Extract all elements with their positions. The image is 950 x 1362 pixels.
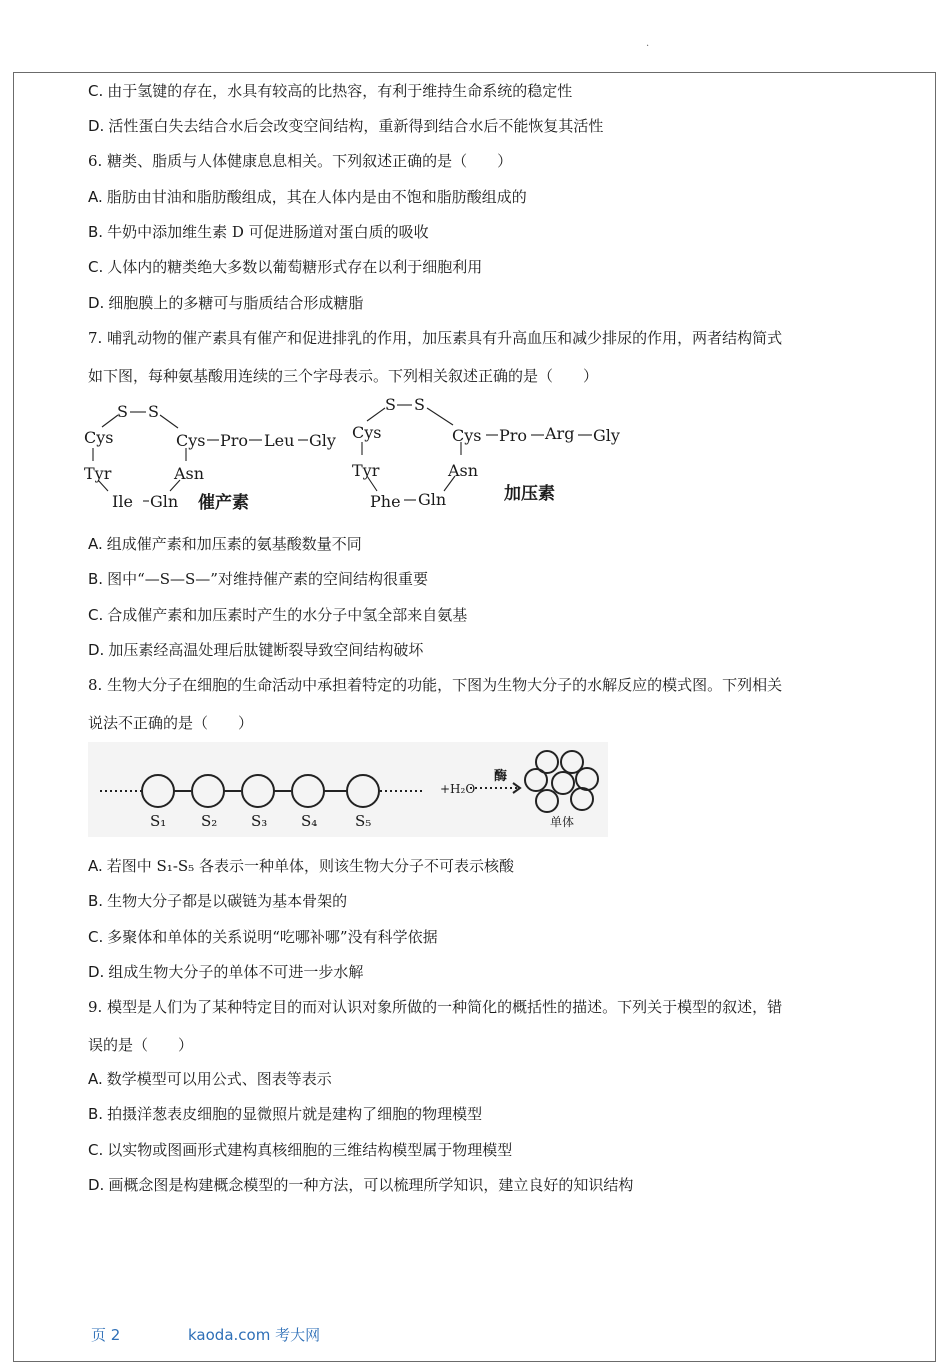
- oxy-ile: Ile: [112, 492, 133, 511]
- q9-option-b: [88, 1104, 482, 1124]
- enzyme-label: 酶: [494, 769, 508, 784]
- option-label: D.: [88, 1176, 105, 1194]
- monomer-caption: 单体: [550, 815, 575, 829]
- q6-option-d: [88, 293, 363, 313]
- vaso-asn: Asn: [448, 461, 479, 480]
- option-text: 牛奶中添加维生素 D 可促进肠道对蛋白质的吸收: [107, 223, 429, 241]
- monomer-label-s5: S₅: [355, 812, 372, 830]
- q9-stem-line2: 误的是（ ）: [88, 1036, 194, 1054]
- option-text: 细胞膜上的多糖可与脂质结合形成糖脂: [108, 294, 364, 312]
- site-link[interactable]: kaoda.com 考大网: [188, 1326, 321, 1344]
- option-text: 图中“—S—S—”对维持催产素的空间结构很重要: [107, 570, 428, 588]
- vaso-phe: Phe: [370, 492, 401, 511]
- monomer-label-s2: S₂: [201, 812, 218, 830]
- q9-stem-line1: 9. 模型是人们为了某种特定目的而对认识对象所做的一种简化的概括性的描述。下列关于模型的叙述，错: [88, 998, 783, 1016]
- q5-option-d: [88, 116, 603, 136]
- q6-stem: 6. 糖类、脂质与人体健康息息相关。下列叙述正确的是（ ）: [88, 152, 513, 170]
- option-label: B.: [88, 1105, 104, 1123]
- option-label: A.: [88, 535, 103, 553]
- option-text: 组成生物大分子的单体不可进一步水解: [108, 963, 364, 981]
- q8-option-d: [88, 962, 363, 982]
- option-label: B.: [88, 223, 104, 241]
- option-label: C.: [88, 928, 104, 946]
- option-text: 脂肪由甘油和脂肪酸组成，其在人体内是由不饱和脂肪酸组成的: [106, 188, 527, 206]
- vaso-gly: Gly: [593, 426, 620, 445]
- monomer-label-s3: S₃: [251, 812, 268, 830]
- q7-stem-line1: 7. 哺乳动物的催产素具有催产和促进排乳的作用，加压素具有升高血压和减少排尿的作用，两者结构简式: [88, 329, 783, 347]
- option-label: B.: [88, 892, 104, 910]
- option-label: B.: [88, 570, 104, 588]
- q9-option-a: [88, 1069, 332, 1089]
- q9-option-d: [88, 1175, 633, 1195]
- option-label: D.: [88, 117, 105, 135]
- option-text: 生物大分子都是以碳链为基本骨架的: [107, 892, 348, 910]
- vaso-pro: Pro: [499, 426, 528, 445]
- q7-option-c: [88, 605, 467, 625]
- option-label: D.: [88, 294, 105, 312]
- q5-option-c: [88, 81, 572, 101]
- option-label: C.: [88, 1141, 104, 1159]
- hydrolysis-figure: [88, 742, 608, 837]
- q7-option-d: [88, 640, 423, 660]
- option-text: 组成催产素和加压素的氨基酸数量不同: [106, 535, 362, 553]
- oxy-tyr: Tyr: [84, 464, 112, 483]
- peptide-structure-figure: [80, 395, 650, 520]
- page-number: 页 2: [91, 1326, 121, 1344]
- option-label: A.: [88, 857, 103, 875]
- oxy-cys-right: Cys: [176, 431, 206, 450]
- q6-option-a: [88, 187, 527, 207]
- option-text: 拍摄洋葱表皮细胞的显微照片就是建构了细胞的物理模型: [107, 1105, 483, 1123]
- option-label: D.: [88, 963, 105, 981]
- q6-option-b: [88, 222, 429, 242]
- q8-stem-line2: 说法不正确的是（ ）: [88, 714, 254, 732]
- option-text: 多聚体和单体的关系说明“吃哪补哪”没有科学依据: [107, 928, 438, 946]
- header-dot: .: [646, 38, 650, 49]
- q9-option-c: [88, 1140, 512, 1160]
- oxy-cys-left: Cys: [84, 428, 114, 447]
- q8-option-a: [88, 856, 514, 876]
- oxy-gln: Gln: [150, 492, 179, 511]
- option-text: 加压素经高温处理后肽键断裂导致空间结构破坏: [108, 641, 424, 659]
- q7-option-a: [88, 534, 362, 554]
- option-text: 画概念图是构建概念模型的一种方法，可以梳理所学知识，建立良好的知识结构: [108, 1176, 634, 1194]
- option-label: C.: [88, 82, 104, 100]
- option-label: A.: [88, 188, 103, 206]
- option-label: C.: [88, 606, 104, 624]
- option-text: 若图中 S₁-S₅ 各表示一种单体，则该生物大分子不可表示核酸: [106, 857, 514, 875]
- oxy-s2: S: [148, 402, 159, 421]
- q7-stem-line2: 如下图，每种氨基酸用连续的三个字母表示。下列相关叙述正确的是（ ）: [88, 367, 599, 385]
- q7-option-b: [88, 569, 428, 589]
- oxy-caption: 催产素: [198, 493, 249, 513]
- oxy-s1: S: [117, 402, 128, 421]
- option-text: 以实物或图画形式建构真核细胞的三维结构模型属于物理模型: [107, 1141, 513, 1159]
- vaso-arg: Arg: [545, 424, 575, 443]
- oxy-gly: Gly: [309, 431, 336, 450]
- vaso-s1: S: [385, 395, 396, 414]
- vaso-gln: Gln: [418, 490, 447, 509]
- option-text: 活性蛋白失去结合水后会改变空间结构，重新得到结合水后不能恢复其活性: [108, 117, 604, 135]
- q6-option-c: [88, 257, 482, 277]
- option-label: C.: [88, 258, 104, 276]
- option-text: 人体内的糖类绝大多数以葡萄糖形式存在以利于细胞利用: [107, 258, 483, 276]
- vaso-caption: 加压素: [504, 484, 555, 504]
- water-label: +H₂O: [440, 782, 476, 796]
- vaso-cys-right: Cys: [452, 426, 482, 445]
- oxy-leu: Leu: [264, 431, 295, 450]
- option-text: 由于氢键的存在，水具有较高的比热容，有利于维持生命系统的稳定性: [107, 82, 573, 100]
- q8-stem-line1: 8. 生物大分子在细胞的生命活动中承担着特定的功能，下图为生物大分子的水解反应的模式图。下列相关: [88, 676, 783, 694]
- q8-option-b: [88, 891, 347, 911]
- oxy-pro: Pro: [220, 431, 249, 450]
- option-label: A.: [88, 1070, 103, 1088]
- option-text: 合成催产素和加压素时产生的水分子中氢全部来自氨基: [107, 606, 468, 624]
- option-text: 数学模型可以用公式、图表等表示: [106, 1070, 332, 1088]
- monomer-label-s1: S₁: [150, 812, 167, 830]
- vaso-cys-left: Cys: [352, 423, 382, 442]
- vaso-tyr: Tyr: [352, 461, 380, 480]
- vaso-s2: S: [414, 395, 425, 414]
- oxy-asn: Asn: [174, 464, 205, 483]
- q8-option-c: [88, 927, 438, 947]
- option-label: D.: [88, 641, 105, 659]
- monomer-label-s4: S₄: [301, 812, 318, 830]
